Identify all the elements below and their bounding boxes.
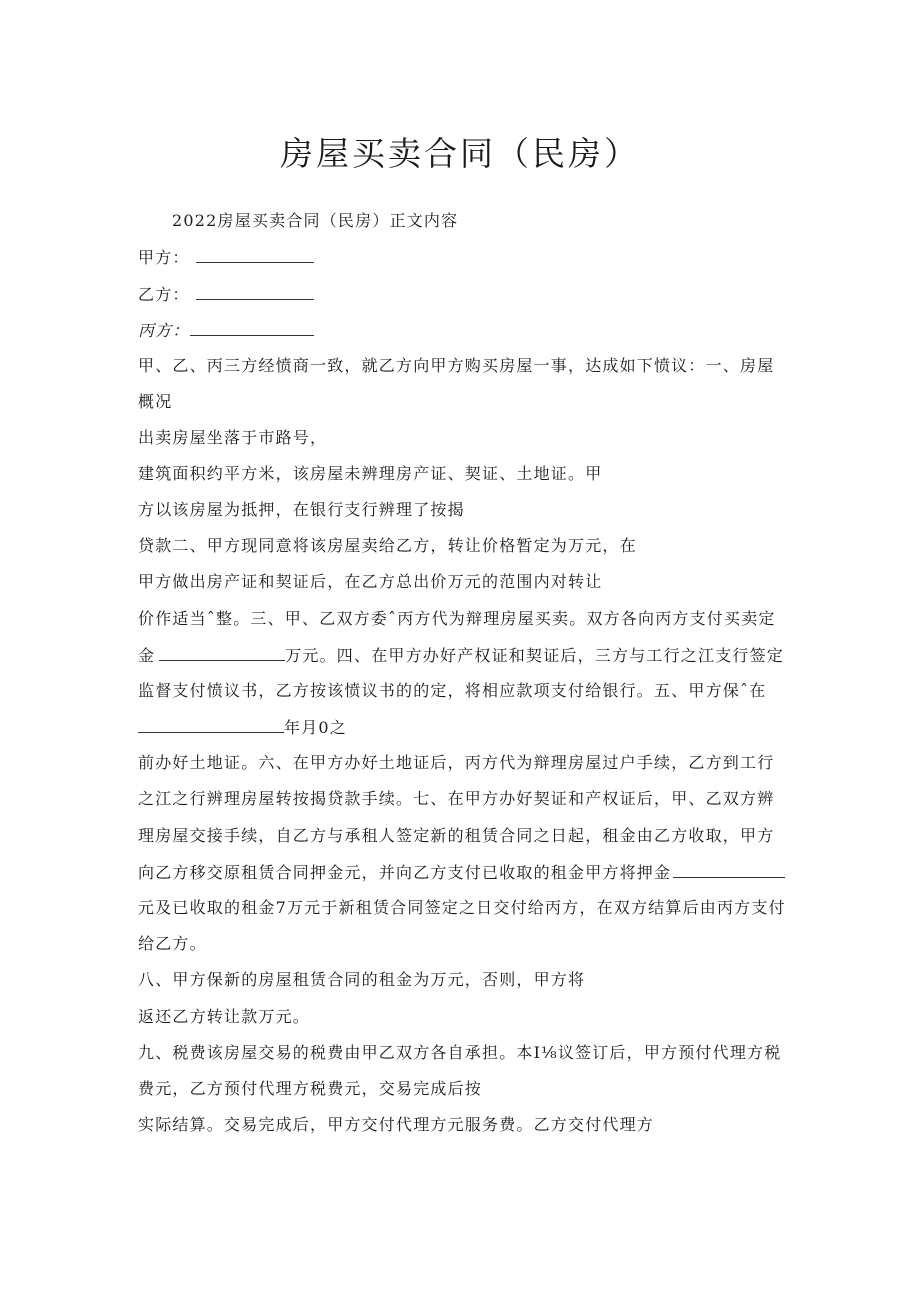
date-suffix: 年月0之 xyxy=(284,718,347,737)
document-title: 房屋买卖合同（民房） xyxy=(280,134,640,173)
paragraph-line: 八、甲方保新的房屋租赁合同的租金为万元，否则，甲方将 xyxy=(138,970,586,989)
deposit-prefix: 金 xyxy=(138,646,156,665)
party-b-line xyxy=(138,284,314,305)
paragraph-line: 给乙方。 xyxy=(138,934,207,953)
paragraph-line: 建筑面积约平方米，该房屋未辨理房产证、契证、土地证。甲 xyxy=(138,464,603,483)
escrow-blank xyxy=(673,862,785,878)
deposit-suffix: 万元。四、在甲方办好产权证和契证后，三方与工行之江支行签定 xyxy=(285,646,785,665)
party-c-line xyxy=(138,320,314,341)
deposit-line xyxy=(138,645,784,666)
paragraph-line: 元及已收取的租金7万元于新租赁合同签定之日交付给丙方，在双方结算后由丙方支付 xyxy=(138,898,786,917)
paragraph-line: 出卖房屋坐落于市路号， xyxy=(138,428,328,447)
party-b-label: 乙方： xyxy=(138,285,190,304)
paragraph-line: 甲方做出房产证和契证后，在乙方总出价万元的范围内对转让 xyxy=(138,572,603,591)
document-subtitle: 2022房屋买卖合同（民房）正文内容 xyxy=(172,211,459,230)
party-a-blank xyxy=(196,247,314,263)
party-a-line xyxy=(138,247,314,268)
date-line xyxy=(138,717,347,738)
paragraph-line: 实际结算。交易完成后，甲方交付代理方元服务费。乙方交付代理方 xyxy=(138,1115,655,1134)
paragraph-line: 费元，乙方预付代理方税费元，交易完成后按 xyxy=(138,1079,483,1098)
paragraph-line: 九、税费该房屋交易的税费由甲乙双方各自承担。本I⅛议签订后，甲方预付代理方税 xyxy=(138,1043,782,1062)
paragraph-line: 方以该房屋为抵押，在银行支行辨理了按揭 xyxy=(138,500,465,519)
party-b-blank xyxy=(196,284,314,300)
paragraph-line: 价作适当ˆ整。三、甲、乙双方委ˆ丙方代为辩理房屋买卖。双方各向丙方支付买卖定 xyxy=(138,609,776,628)
party-c-label: 丙方： xyxy=(138,321,190,340)
paragraph-line: 返还乙方转让款万元。 xyxy=(138,1007,311,1026)
party-a-label: 甲方： xyxy=(138,248,190,267)
paragraph-line: 贷款二、甲方现同意将该房屋卖给乙方，转让价格暂定为万元，在 xyxy=(138,536,637,555)
paragraph-line: 甲、乙、丙三方经愤商一致，就乙方向甲方购买房屋一事，达成如下愤议：一、房屋 xyxy=(138,356,775,375)
escrow-line xyxy=(138,862,785,883)
paragraph-line: 监督支付愤议书，乙方按该愤议书的的定，将相应款项支付给银行。五、甲方保ˆ在 xyxy=(138,681,767,700)
paragraph-line: 前办好土地证。六、在甲方办好土地证后，丙方代为辩理房屋过户手续，乙方到工行 xyxy=(138,753,775,772)
party-c-blank xyxy=(190,320,314,336)
paragraph-line: 理房屋交接手续，自乙方与承租人签定新的租赁合同之日起，租金由乙方收取，甲方 xyxy=(138,826,775,845)
date-blank xyxy=(138,717,284,733)
paragraph-line: 之江之行辨理房屋转按揭贷款手续。七、在甲方办好契证和产权证后，甲、乙双方辨 xyxy=(138,789,775,808)
deposit-blank xyxy=(159,645,285,661)
escrow-text: 向乙方移交原租赁合同押金元，并向乙方支付已收取的租金甲方将押金 xyxy=(138,863,672,882)
paragraph-line: 概况 xyxy=(138,392,173,411)
